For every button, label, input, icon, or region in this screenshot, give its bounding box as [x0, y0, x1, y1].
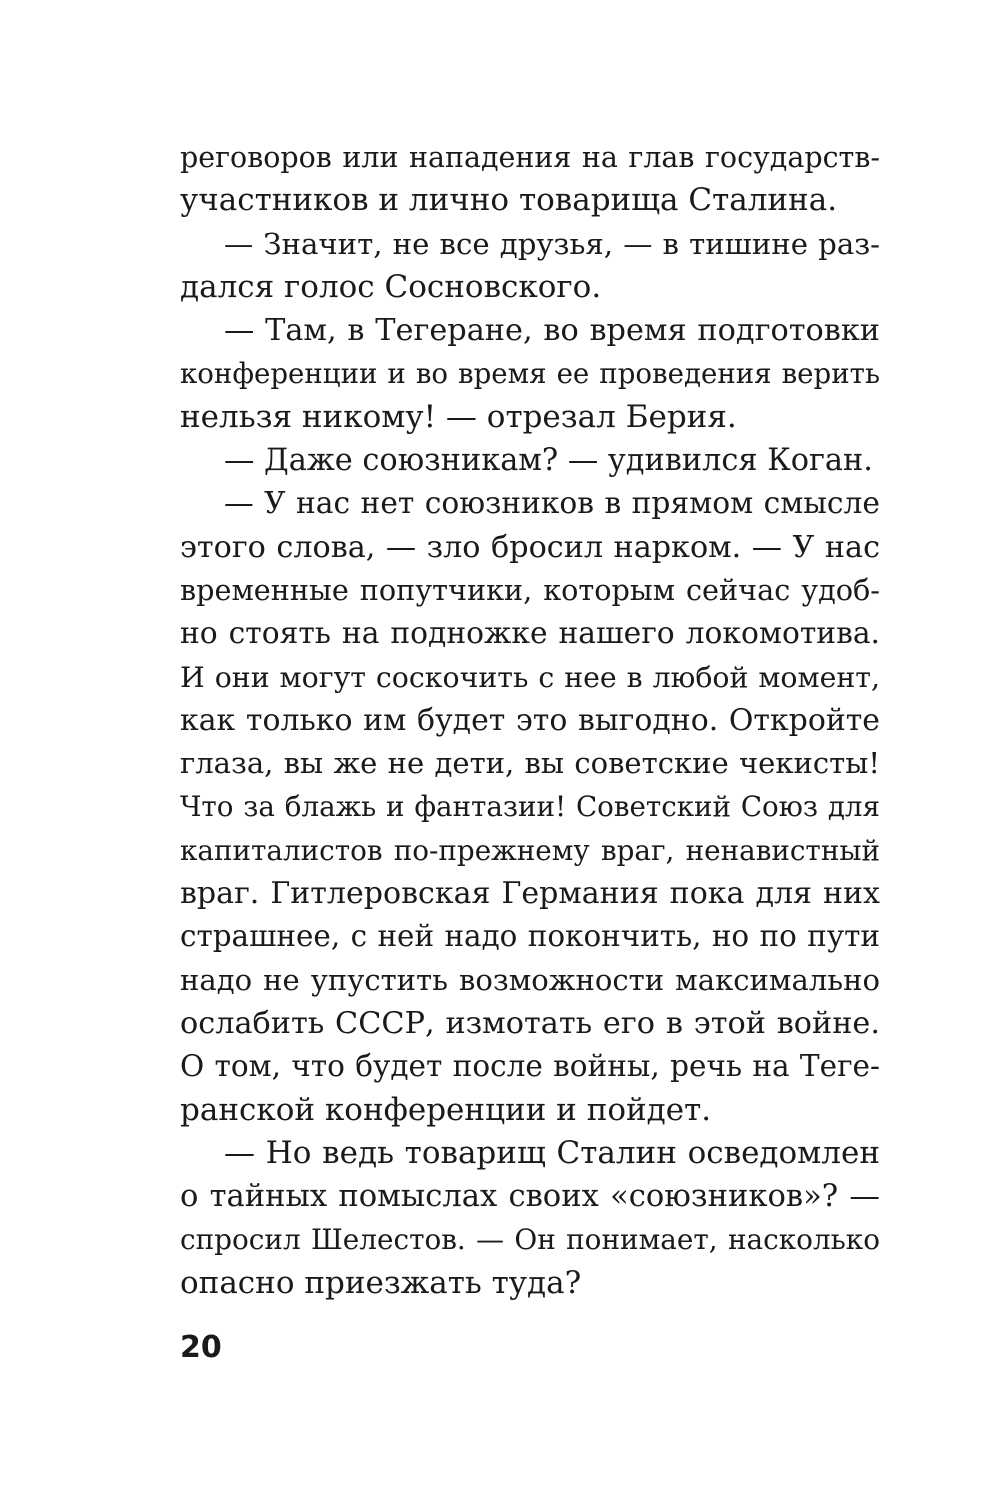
- text-line: опасно приезжать туда?: [180, 1264, 582, 1301]
- text-line: нельзя никому! — отрезал Берия.: [180, 398, 737, 435]
- text-line: конференции и во время ее проведения верить: [180, 357, 880, 391]
- text-line: капиталистов по-прежнему враг, ненавистный: [180, 833, 880, 867]
- text-line: дался голос Сосновского.: [180, 268, 602, 305]
- text-line: о тайных помыслах своих «союзников»? —: [180, 1179, 880, 1215]
- text-line: И они могут соскочить с нее в любой момент,: [180, 660, 880, 694]
- text-line: но стоять на подножке нашего локомотива.: [180, 616, 880, 652]
- text-line: О том, что будет после войны, речь на Теге-: [180, 1049, 880, 1084]
- page-number: 20: [180, 1330, 222, 1365]
- text-line: ранской конференции и пойдет.: [180, 1091, 712, 1128]
- text-line: — Даже союзникам? — удивился Коган.: [224, 443, 873, 479]
- text-line: надо не упустить возможности максимально: [180, 962, 880, 997]
- text-line: этого слова, — зло бросил нарком. — У нас: [180, 529, 880, 565]
- text-line: реговоров или нападения на глав государств-: [180, 141, 880, 174]
- text-line: участников и лично товарища Сталина.: [180, 182, 838, 219]
- text-line: Что за блажь и фантазии! Советский Союз для: [180, 790, 880, 824]
- text-line: — Значит, не все друзья, — в тишине раз-: [224, 226, 880, 261]
- text-line: — У нас нет союзников в прямом смысле: [224, 486, 880, 522]
- text-line: спросил Шелестов. — Он понимает, насколько: [180, 1223, 880, 1257]
- text-line: — Там, в Тегеране, во время подготовки: [224, 313, 880, 349]
- text-line: временные попутчики, которым сейчас удоб-: [180, 572, 880, 607]
- text-line: ослабить СССР, измотать его в этой войне.: [180, 1005, 880, 1041]
- text-line: враг. Гитлеровская Германия пока для них: [180, 876, 880, 912]
- text-line: страшнее, с ней надо покончить, но по пути: [180, 919, 880, 954]
- body-text: [180, 136, 880, 1305]
- text-line: — Но ведь товарищ Сталин осведомлен: [224, 1134, 880, 1171]
- text-line: как только им будет это выгодно. Откройте: [180, 702, 880, 738]
- text-line: глаза, вы же не дети, вы советские чекисты!: [180, 746, 880, 781]
